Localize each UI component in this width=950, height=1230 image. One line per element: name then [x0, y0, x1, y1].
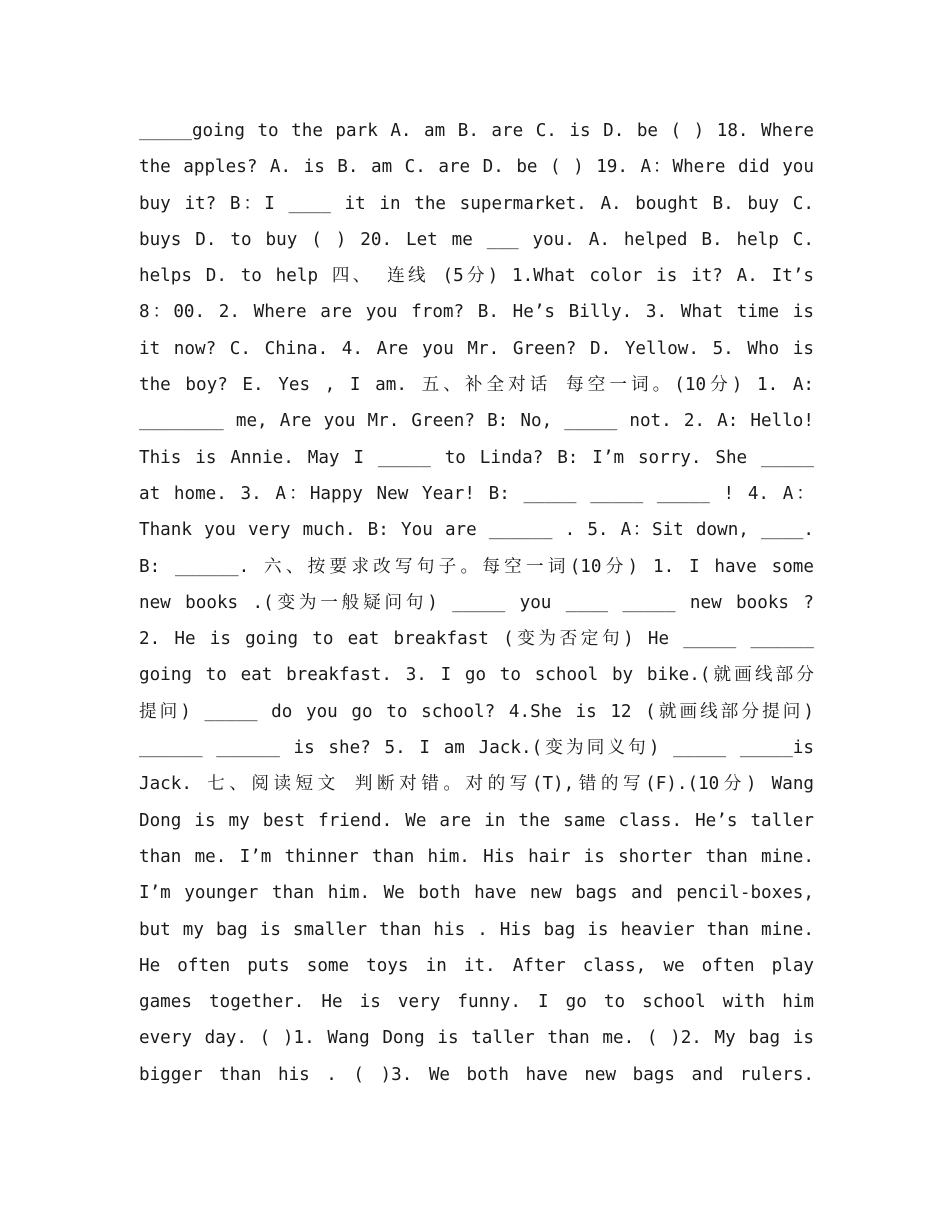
text-line: ________ me, Are you Mr. Green? B: No, _____ not. 2. A: Hello! — [139, 411, 814, 432]
text-line: 8：00. 2. Where are you from? B. He’s Billy. 3. What time is — [139, 302, 814, 323]
text-line: ______ ______ is she? 5. I am Jack.(变为同义句) _____ _____is — [139, 738, 814, 759]
text-line: _____going to the park A. am B. are C. is D. be ( ) 18. Where — [139, 121, 814, 141]
text-line: B: ______. 六、按要求改写句子。每空一词(10分) 1. I have some — [139, 556, 814, 577]
text-line: Thank you very much. B: You are ______ . 5. A：Sit down, ____. — [139, 520, 814, 541]
text-line: every day. ( )1. Wang Dong is taller than me. ( )2. My bag is — [139, 1028, 814, 1049]
text-line: Jack. 七、阅读短文 判断对错。对的写(T),错的写(F).(10分) Wang — [139, 774, 814, 795]
text-line: at home. 3. A：Happy New Year! B: _____ _____ _____ ! 4. A： — [139, 483, 814, 504]
text-line: buy it? B：I ____ it in the supermarket. A. bought B. buy C. — [139, 193, 814, 214]
text-line: going to eat breakfast. 3. I go to school by bike.(就画线部分 — [139, 665, 814, 686]
text-line: I’m younger than him. We both have new bags and pencil-boxes, — [139, 883, 814, 904]
text-line: He often puts some toys in it. After class, we often play — [139, 955, 814, 976]
text-line: games together. He is very funny. I go to school with him — [139, 992, 814, 1013]
text-line: 提问) _____ do you go to school? 4.She is 12 (就画线部分提问) — [139, 701, 814, 722]
text-line: the boy? E. Yes , I am. 五、补全对话 每空一词。(10分) 1. A: — [139, 375, 814, 396]
text-line: than me. I’m thinner than him. His hair is shorter than mine. — [139, 846, 814, 867]
text-line: new books .(变为一般疑问句) _____ you ____ _____ new books ? — [139, 592, 814, 613]
body-text — [139, 113, 814, 1093]
text-line: but my bag is smaller than his . His bag is heavier than mine. — [139, 919, 814, 940]
text-line: the apples? A. is B. am C. are D. be ( ) 19. A：Where did you — [139, 157, 814, 178]
text-line: buys D. to buy ( ) 20. Let me ___ you. A. helped B. help C. — [139, 229, 814, 250]
text-line: Dong is my best friend. We are in the same class. He’s taller — [139, 810, 814, 831]
text-line: 2. He is going to eat breakfast (变为否定句) He _____ ______ — [139, 629, 814, 650]
text-line: helps D. to help 四、 连线 (5分) 1.What color is it? A. It’s — [139, 266, 814, 287]
text-line: This is Annie. May I _____ to Linda? B: I’m sorry. She _____ — [139, 447, 814, 468]
text-line: bigger than his . ( )3. We both have new bags and rulers. — [139, 1064, 814, 1085]
text-line: it now? C. China. 4. Are you Mr. Green? D. Yellow. 5. Who is — [139, 338, 814, 359]
